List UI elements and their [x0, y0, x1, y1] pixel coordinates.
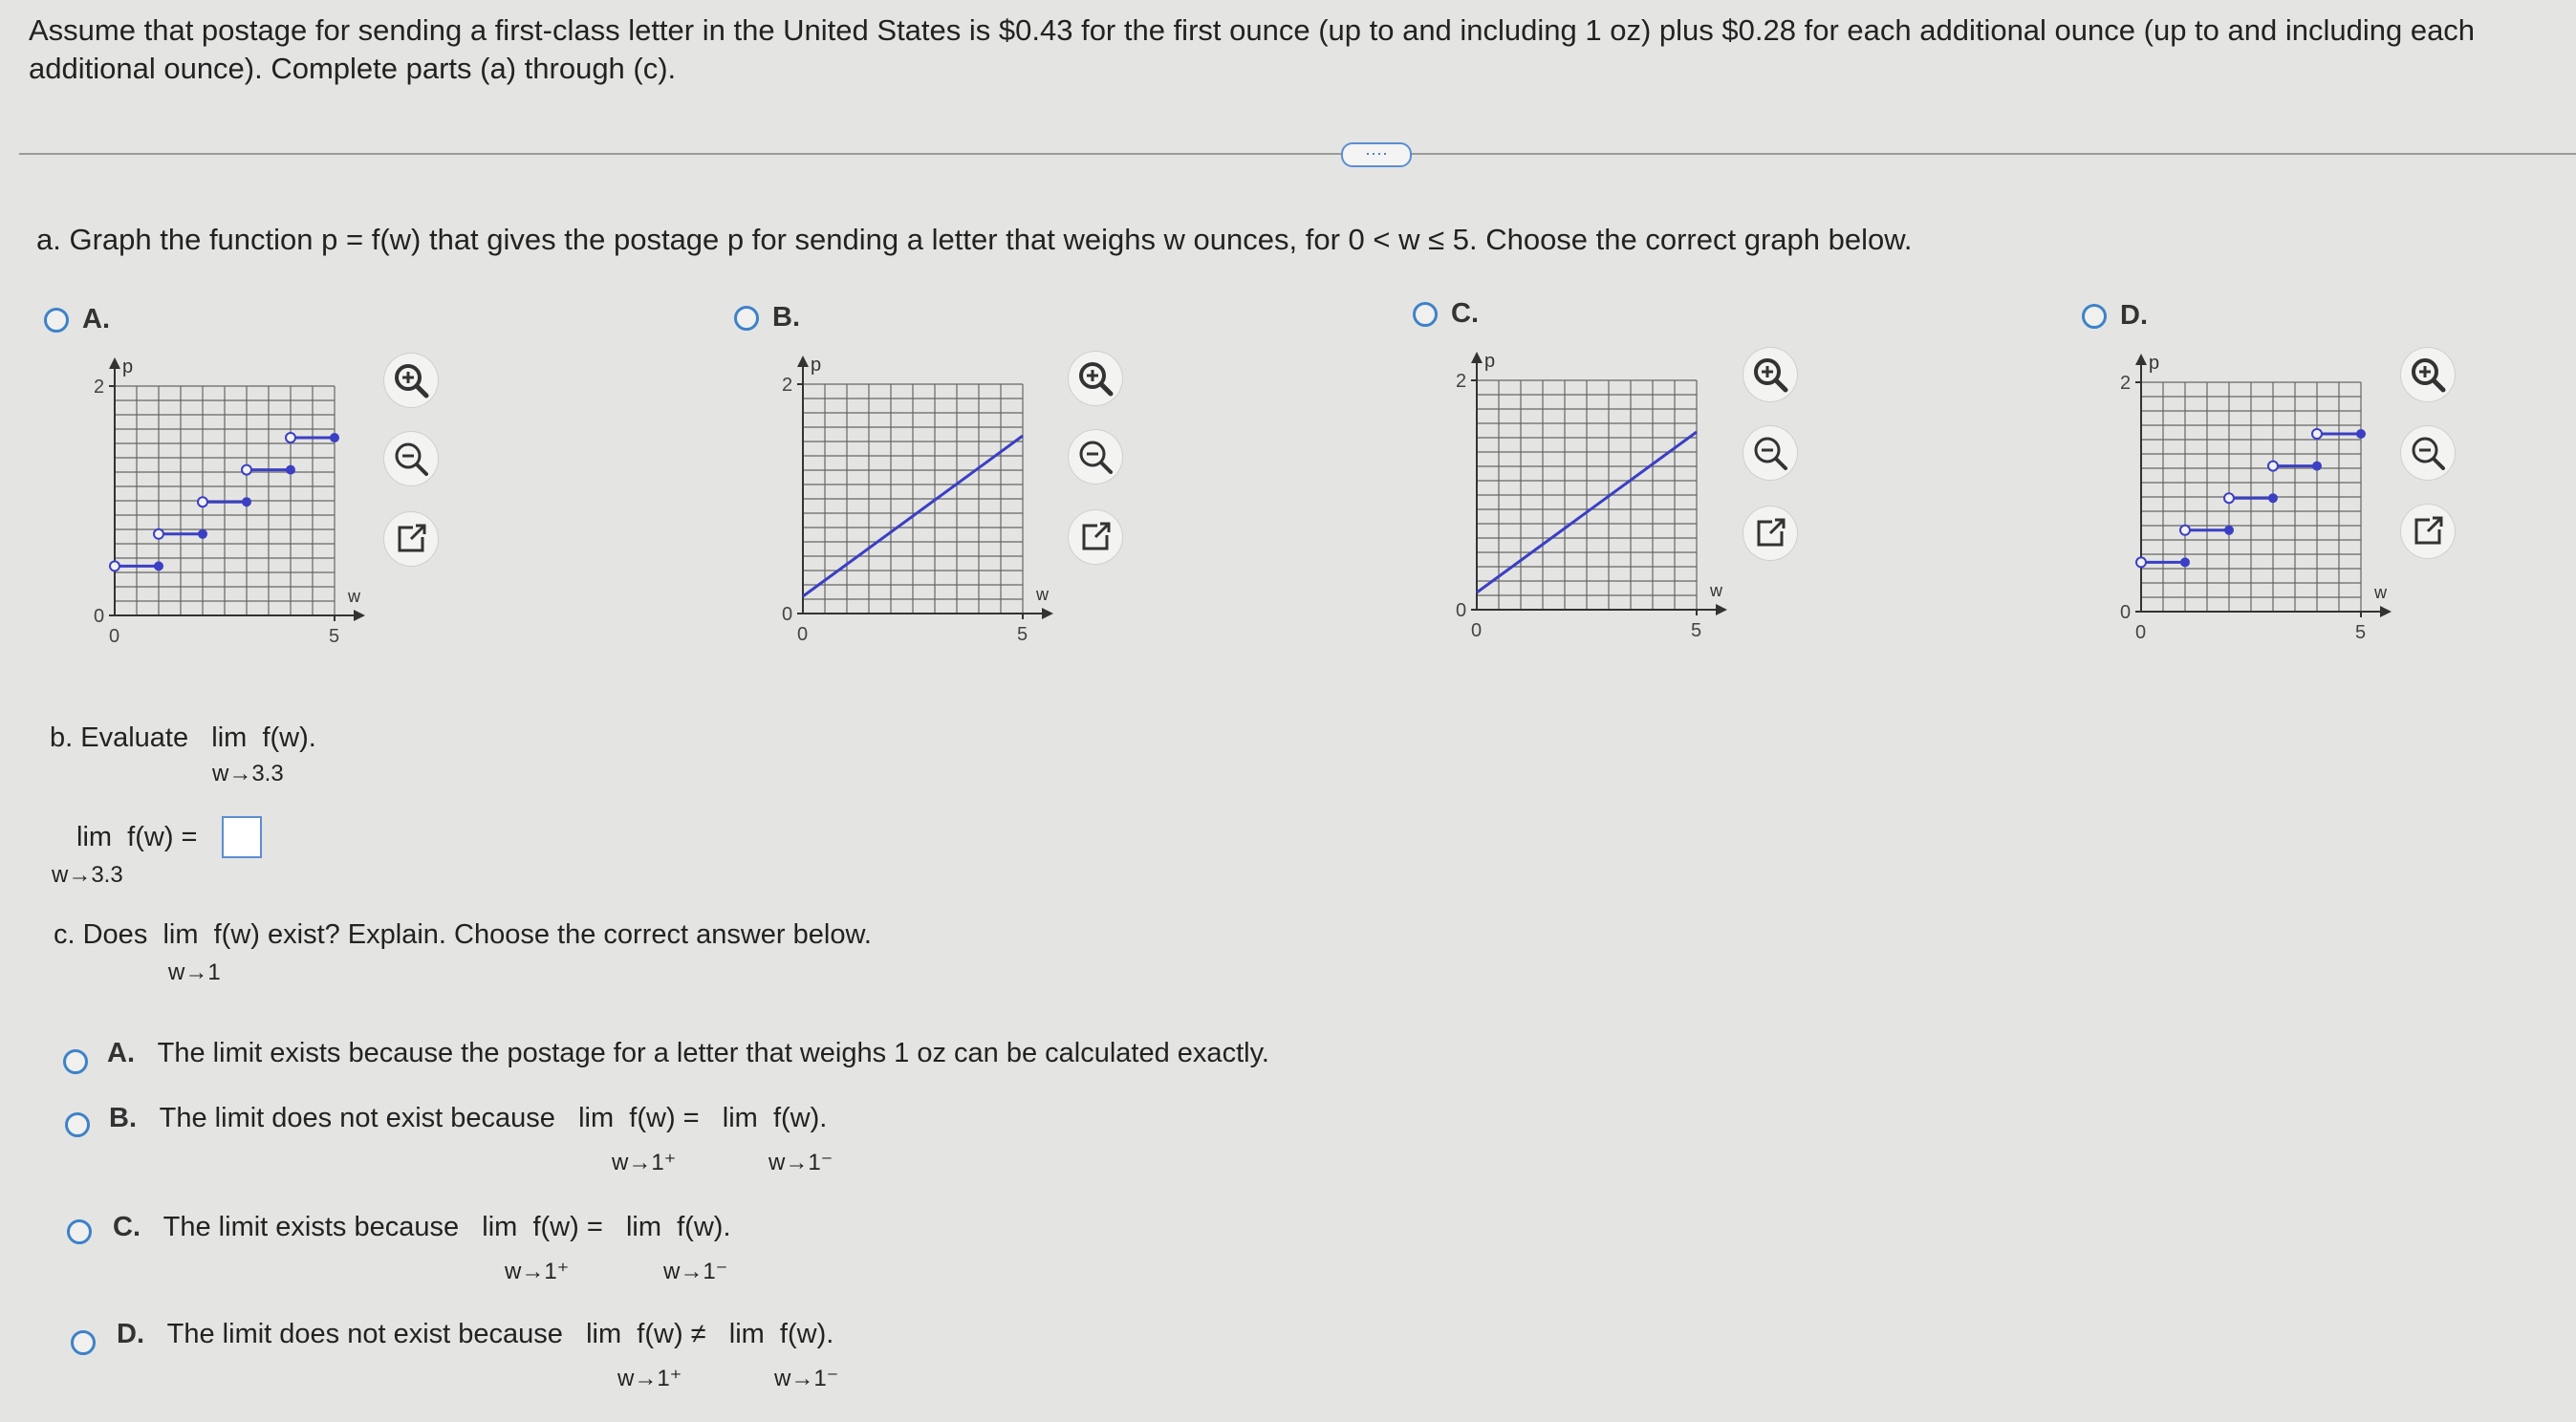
open-endpoint — [2268, 462, 2278, 471]
open-endpoint — [2224, 493, 2234, 503]
part-b-answer-fw: f(w) = — [127, 822, 198, 852]
part-b-lim: lim — [211, 722, 248, 753]
y-axis-arrow — [1471, 352, 1483, 363]
x-tick-label: 5 — [1691, 620, 1702, 641]
x-axis-label: w — [1710, 581, 1722, 600]
y-origin-label: 0 — [94, 606, 105, 627]
limit-option-b-radio[interactable] — [65, 1112, 90, 1137]
closed-endpoint — [2268, 493, 2278, 503]
y-tick-label: 2 — [782, 375, 793, 396]
y-axis-label: p — [1484, 351, 1496, 372]
problem-text-line1: Assume that postage for sending a first-class letter in the United States is $0.43 for the first ounce (up to and including 1 oz) plus $0.28 for each additional ounce (up to and including each — [29, 13, 2476, 47]
part-b-answer-label — [76, 822, 197, 853]
graph-option-a-radio[interactable] — [44, 308, 69, 333]
zoom-out-icon — [384, 432, 438, 485]
part-b-prefix: b. Evaluate — [50, 722, 189, 753]
x-origin-label: 0 — [797, 624, 809, 645]
zoom-out-icon — [1069, 430, 1122, 484]
zoom-in-icon — [1069, 352, 1122, 405]
zoom-in-icon — [1743, 348, 1797, 401]
open-endpoint — [2312, 429, 2322, 439]
graph-b-zoom-out-button[interactable] — [1069, 430, 1122, 484]
limit-option-d-sub1: w→1⁺ — [617, 1366, 682, 1391]
graph-d-zoom-out-button[interactable] — [2401, 426, 2455, 480]
open-endpoint — [198, 497, 207, 506]
limit-option-b-sub1: w→1⁺ — [612, 1150, 677, 1175]
graph-option-c — [1439, 350, 1754, 656]
closed-endpoint — [330, 433, 339, 442]
part-c-lim: lim — [162, 919, 199, 950]
graph-c-open-button[interactable] — [1743, 506, 1797, 560]
x-axis-arrow — [2380, 606, 2392, 617]
open-external-icon — [2401, 505, 2455, 558]
limit-option-c — [113, 1212, 731, 1243]
x-axis-label: w — [348, 587, 360, 606]
limit-option-c-letter: C. — [113, 1212, 141, 1242]
graph-option-c-letter: C. — [1451, 298, 1479, 329]
x-axis-label: w — [2374, 583, 2387, 602]
limit-option-c-sub1: w→1⁺ — [505, 1259, 570, 1284]
limit-option-c-f2: f(w). — [677, 1212, 731, 1242]
open-endpoint — [2136, 557, 2146, 567]
closed-endpoint — [242, 497, 251, 506]
limit-option-d-sub2: w→1⁻ — [774, 1366, 839, 1391]
part-c-subscript: w→1 — [168, 959, 221, 985]
x-axis-arrow — [1042, 608, 1053, 619]
limit-option-b — [109, 1103, 827, 1134]
limit-option-b-lim1: lim — [578, 1103, 615, 1133]
y-origin-label: 0 — [1456, 600, 1467, 621]
section-divider — [19, 153, 2576, 155]
part-c-prompt — [54, 919, 872, 951]
y-tick-label: 2 — [1456, 371, 1467, 392]
x-axis-label: w — [1036, 585, 1049, 604]
limit-option-a — [107, 1038, 1269, 1069]
y-origin-label: 0 — [2120, 602, 2132, 623]
graph-a-zoom-out-button[interactable] — [384, 432, 438, 485]
limit-option-a-radio[interactable] — [63, 1049, 88, 1074]
closed-endpoint — [2224, 526, 2234, 535]
limit-option-c-lim2: lim — [625, 1212, 661, 1242]
limit-option-d-text: The limit does not exist because — [166, 1319, 563, 1349]
part-b-fw: f(w). — [262, 722, 316, 753]
graph-b-zoom-in-button[interactable] — [1069, 352, 1122, 405]
y-axis-label: p — [122, 356, 134, 377]
x-tick-label: 5 — [1017, 624, 1028, 645]
graph-option-b-letter: B. — [772, 302, 800, 333]
expand-more-button[interactable]: ···· — [1341, 142, 1412, 167]
graph-a-zoom-in-button[interactable] — [384, 354, 438, 407]
closed-endpoint — [154, 561, 163, 571]
zoom-in-icon — [2401, 348, 2455, 401]
x-origin-label: 0 — [109, 626, 120, 647]
zoom-in-icon — [384, 354, 438, 407]
x-axis-arrow — [354, 610, 365, 621]
graph-option-a — [76, 356, 392, 661]
limit-option-c-radio[interactable] — [67, 1219, 92, 1244]
graph-b-open-button[interactable] — [1069, 510, 1122, 564]
graph-option-c-radio[interactable] — [1413, 302, 1438, 327]
y-tick-label: 2 — [2120, 373, 2132, 394]
part-c-prefix: c. Does — [54, 919, 148, 950]
y-origin-label: 0 — [782, 604, 793, 625]
closed-endpoint — [198, 529, 207, 539]
graph-option-d-radio[interactable] — [2082, 304, 2107, 329]
y-axis-arrow — [797, 356, 809, 367]
limit-option-b-text: The limit does not exist because — [159, 1103, 555, 1133]
graph-d-open-button[interactable] — [2401, 505, 2455, 558]
limit-option-a-letter: A. — [107, 1038, 135, 1068]
limit-option-a-text: The limit exists because the postage for a letter that weighs 1 oz can be calculated exactly. — [157, 1038, 1269, 1068]
limit-option-b-sub2: w→1⁻ — [768, 1150, 833, 1175]
open-external-icon — [384, 512, 438, 566]
part-a-prompt: a. Graph the function p = f(w) that gives the postage p for sending a letter that weighs w ounces, for 0 < w ≤ 5. Choose the correct graph below. — [36, 223, 1913, 256]
y-axis-label: p — [811, 355, 822, 376]
y-axis-label: p — [2149, 353, 2160, 374]
zoom-out-icon — [1743, 426, 1797, 480]
graph-c-zoom-in-button[interactable] — [1743, 348, 1797, 401]
limit-option-b-lim2: lim — [722, 1103, 758, 1133]
graph-option-a-letter: A. — [82, 304, 110, 334]
open-endpoint — [286, 433, 295, 442]
open-endpoint — [2180, 526, 2190, 535]
limit-option-d-f2: f(w). — [779, 1319, 834, 1349]
limit-option-d-radio[interactable] — [71, 1330, 96, 1355]
x-origin-label: 0 — [2135, 622, 2147, 643]
open-endpoint — [242, 465, 251, 475]
limit-option-d-letter: D. — [117, 1319, 144, 1349]
open-external-icon — [1743, 506, 1797, 560]
part-b-prompt — [50, 722, 316, 754]
open-endpoint — [154, 529, 163, 539]
limit-option-b-f2: f(w). — [772, 1103, 828, 1133]
problem-text-line2: additional ounce). Complete parts (a) through (c). — [29, 52, 677, 85]
limit-option-d-f1: f(w) ≠ — [637, 1319, 706, 1349]
graph-option-b-radio[interactable] — [734, 306, 759, 331]
x-tick-label: 5 — [329, 626, 340, 647]
closed-endpoint — [286, 465, 295, 475]
graph-c-zoom-out-button[interactable] — [1743, 426, 1797, 480]
limit-option-d — [117, 1319, 833, 1350]
y-tick-label: 2 — [94, 377, 105, 398]
x-origin-label: 0 — [1471, 620, 1483, 641]
limit-option-c-text: The limit exists because — [162, 1212, 460, 1242]
limit-option-b-letter: B. — [109, 1103, 137, 1133]
limit-option-d-lim2: lim — [728, 1319, 765, 1349]
graph-option-b — [765, 354, 1080, 659]
x-axis-arrow — [1716, 604, 1727, 615]
limit-option-c-lim1: lim — [482, 1212, 518, 1242]
graph-option-d-letter: D. — [2120, 300, 2148, 331]
part-b-lim-subscript: w→3.3 — [212, 761, 284, 786]
limit-option-c-sub2: w→1⁻ — [663, 1259, 728, 1284]
y-axis-arrow — [2135, 354, 2147, 365]
closed-endpoint — [2356, 429, 2366, 439]
limit-option-b-f1: f(w) = — [629, 1103, 700, 1133]
open-external-icon — [1069, 510, 1122, 564]
part-b-answer-subscript: w→3.3 — [52, 862, 123, 888]
zoom-out-icon — [2401, 426, 2455, 480]
limit-option-d-lim1: lim — [586, 1319, 622, 1349]
open-endpoint — [110, 561, 119, 571]
part-b-answer-input[interactable] — [222, 816, 262, 858]
graph-d-zoom-in-button[interactable] — [2401, 348, 2455, 401]
graph-option-d — [2103, 352, 2418, 657]
closed-endpoint — [2312, 462, 2322, 471]
limit-option-c-f1: f(w) = — [532, 1212, 603, 1242]
closed-endpoint — [2180, 557, 2190, 567]
part-c-rest: f(w) exist? Explain. Choose the correct answer below. — [213, 919, 872, 950]
part-b-answer-lim: lim — [76, 822, 113, 852]
y-axis-arrow — [109, 357, 120, 369]
graph-a-open-button[interactable] — [384, 512, 438, 566]
x-tick-label: 5 — [2355, 622, 2367, 643]
